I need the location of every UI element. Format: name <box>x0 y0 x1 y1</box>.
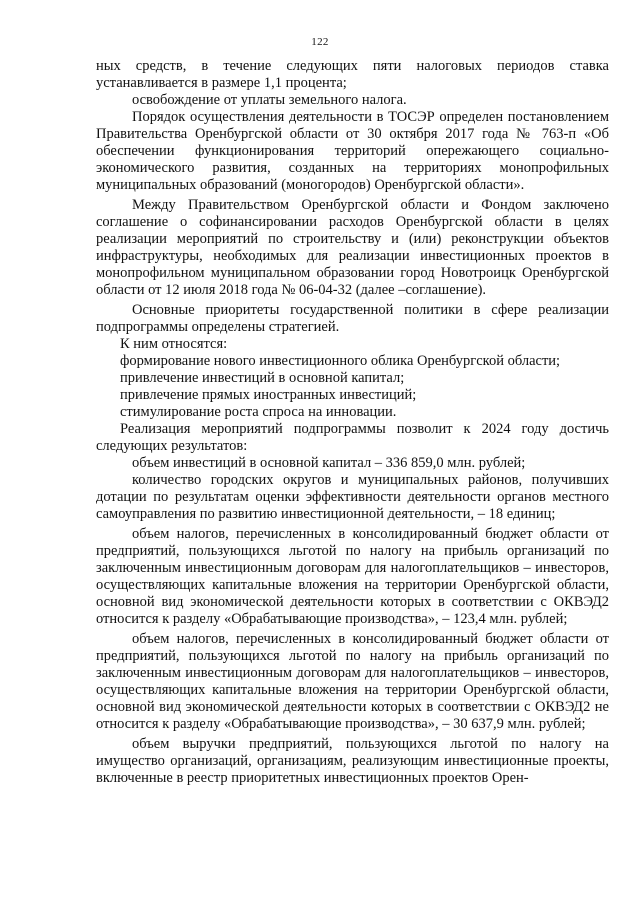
paragraph-agreement: Между Правительством Оренбургской области и Фондом заключено соглашение о софинансировании расходов Оренбургской области в целях реализации мероприятий по строительству и (или) реконструкции объектов инфраструктуры, необходимых для реализации инвестиционных проектов в монопрофильном муниципальном образовании город Новотроицк Оренбургской области от 12 июля 2018 года № 06-04-32 (далее –соглашение). <box>96 197 609 298</box>
paragraph-results-intro: Реализация мероприятий подпрограммы позволит к 2024 году достичь следующих результатов: <box>96 421 609 454</box>
paragraph-continuation: ных средств, в течение следующих пяти налоговых периодов ставка устанавливается в размере 1,1 процента; <box>96 58 609 91</box>
result-item: количество городских округов и муниципальных районов, получивших дотации по результатам оценки эффективности деятельности органов местного самоуправления по развитию инвестиционной деятельности, – 18 единиц; <box>96 472 609 522</box>
result-item: объем налогов, перечисленных в консолидированный бюджет области от предприятий, пользующихся льготой по налогу на прибыль организаций по заключенным инвестиционным договорам для налогоплательщиков – инвесторов, осуществляющих капитальные вложения на территории Оренбургской области, основной вид экономической деятельности которых в соответствии с ОКВЭД2 не относится к разделу «Обрабатывающие производства», – 30 637,9 млн. рублей; <box>96 631 609 732</box>
result-item: объем инвестиций в основной капитал – 336 859,0 млн. рублей; <box>132 455 526 471</box>
result-item: объем выручки предприятий, пользующихся льготой по налогу на имущество организаций, организациям, реализующим инвестиционные проекты, включенные в реестр приоритетных инвестиционных проектов Орен- <box>96 736 609 786</box>
list-item: стимулирование роста спроса на инновации. <box>120 404 397 420</box>
list-item: привлечение инвестиций в основной капитал; <box>120 370 405 386</box>
paragraph-tosar-procedure: Порядок осуществления деятельности в ТОСЭР определен постановлением Правительства Оренбургской области от 30 октября 2017 года № 763-п «Об обеспечении функционирования территорий опережающего социально-экономического развития, созданных на территориях монопрофильных муниципальных образований (моногородов) Оренбургской области». <box>96 109 609 193</box>
page-number: 122 <box>311 36 329 48</box>
list-item: формирование нового инвестиционного облика Оренбургской области; <box>120 353 561 369</box>
list-item: привлечение прямых иностранных инвестиций; <box>120 387 417 403</box>
paragraph-priorities: Основные приоритеты государственной политики в сфере реализации подпрограммы определены стратегией. <box>96 302 609 335</box>
paragraph-land-tax: освобождение от уплаты земельного налога. <box>132 92 407 108</box>
result-item: объем налогов, перечисленных в консолидированный бюджет области от предприятий, пользующихся льготой по налогу на прибыль организаций по заключенным инвестиционным договорам для налогоплательщиков – инвесторов, осуществляющих капитальные вложения на территории Оренбургской области, основной вид экономической деятельности которых в соответствии с ОКВЭД2 относится к разделу «Обрабатывающие производства», – 123,4 млн. рублей; <box>96 526 609 627</box>
paragraph-include: К ним относятся: <box>120 336 228 352</box>
body-text <box>96 58 609 787</box>
